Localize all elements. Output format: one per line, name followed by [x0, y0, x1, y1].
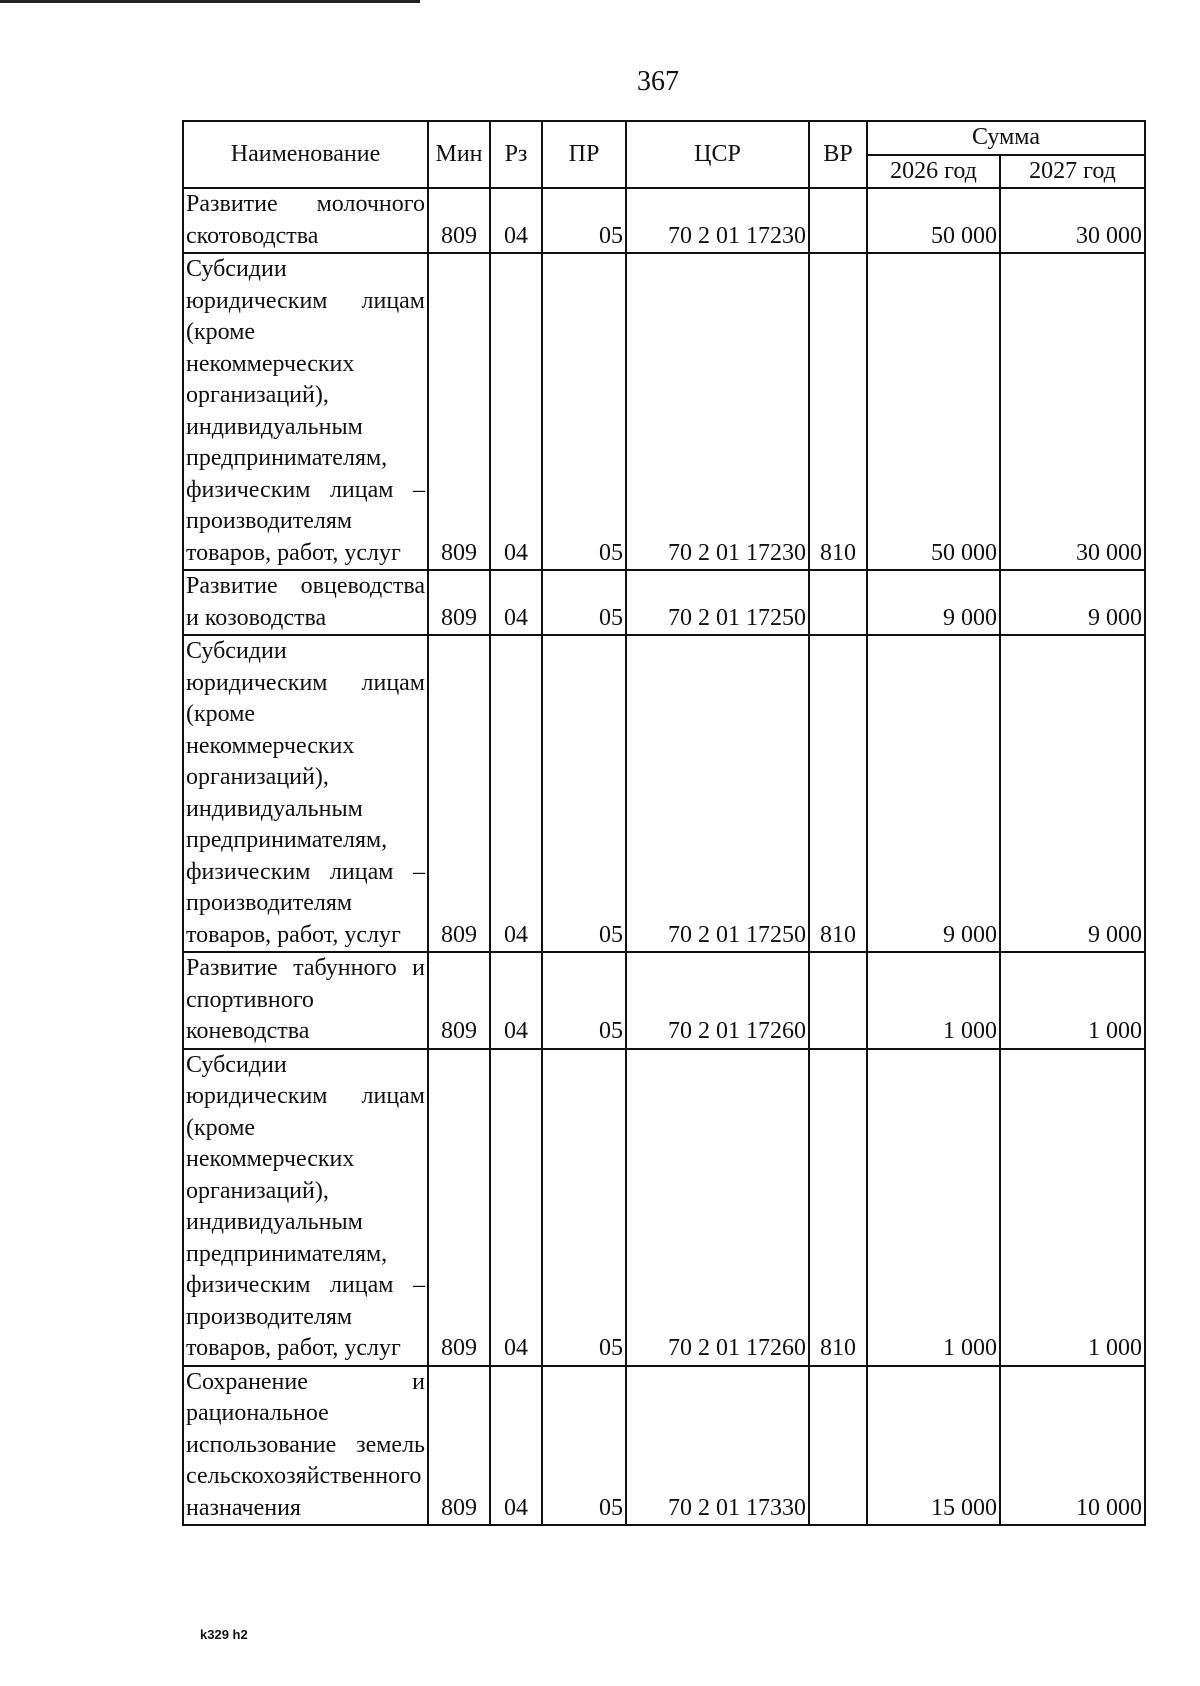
row-min: 809 [428, 188, 490, 253]
row-amount-2027: 9 000 [1000, 635, 1145, 952]
row-rz: 04 [490, 1049, 542, 1366]
row-vr [809, 952, 867, 1049]
row-min: 809 [428, 952, 490, 1049]
table-header [183, 121, 1145, 188]
budget-table [182, 120, 1146, 1526]
row-rz: 04 [490, 253, 542, 570]
header-min: Мин [428, 121, 490, 188]
row-pr: 05 [542, 253, 626, 570]
row-rz: 04 [490, 635, 542, 952]
page-number: 367 [637, 66, 679, 97]
row-amount-2026: 15 000 [867, 1366, 1000, 1526]
row-vr: 810 [809, 253, 867, 570]
row-rz: 04 [490, 188, 542, 253]
row-pr: 05 [542, 1366, 626, 1526]
row-name: Развитие молочного скотоводства [183, 188, 428, 253]
row-csr: 70 2 01 17330 [626, 1366, 809, 1526]
row-pr: 05 [542, 952, 626, 1049]
row-vr [809, 570, 867, 635]
row-amount-2026: 9 000 [867, 635, 1000, 952]
header-year-2026: 2026 год [867, 155, 1000, 189]
row-amount-2026: 9 000 [867, 570, 1000, 635]
row-name: Развитие овцеводства и козоводства [183, 570, 428, 635]
header-rz: Рз [490, 121, 542, 188]
row-amount-2026: 50 000 [867, 253, 1000, 570]
row-amount-2027: 9 000 [1000, 570, 1145, 635]
row-min: 809 [428, 253, 490, 570]
row-csr: 70 2 01 17250 [626, 635, 809, 952]
row-amount-2027: 1 000 [1000, 1049, 1145, 1366]
row-vr [809, 1366, 867, 1526]
table-row [183, 570, 1145, 635]
header-year-2027: 2027 год [1000, 155, 1145, 189]
row-csr: 70 2 01 17230 [626, 253, 809, 570]
row-pr: 05 [542, 1049, 626, 1366]
row-rz: 04 [490, 952, 542, 1049]
footer-code: k329 h2 [200, 1627, 248, 1642]
row-amount-2027: 30 000 [1000, 188, 1145, 253]
row-name: Сохранение и рациональное использование земель сельскохозяйственного назначения [183, 1366, 428, 1526]
row-csr: 70 2 01 17230 [626, 188, 809, 253]
row-amount-2026: 1 000 [867, 952, 1000, 1049]
table-row [183, 1049, 1145, 1366]
header-csr: ЦСР [626, 121, 809, 188]
row-amount-2027: 30 000 [1000, 253, 1145, 570]
row-name: Развитие табунного и спортивного коневодства [183, 952, 428, 1049]
row-pr: 05 [542, 635, 626, 952]
row-amount-2026: 1 000 [867, 1049, 1000, 1366]
header-pr: ПР [542, 121, 626, 188]
top-rule [0, 0, 420, 3]
row-vr [809, 188, 867, 253]
row-amount-2027: 1 000 [1000, 952, 1145, 1049]
row-name: Субсидии юридическим лицам (кроме некоммерческих организаций), индивидуальным предпринимателям, физическим лицам – производителям товаров, работ, услуг [183, 1049, 428, 1366]
header-name: Наименование [183, 121, 428, 188]
row-name: Субсидии юридическим лицам (кроме некоммерческих организаций), индивидуальным предпринимателям, физическим лицам – производителям товаров, работ, услуг [183, 253, 428, 570]
table-row [183, 635, 1145, 952]
row-amount-2027: 10 000 [1000, 1366, 1145, 1526]
row-pr: 05 [542, 570, 626, 635]
table-row [183, 952, 1145, 1049]
row-min: 809 [428, 1049, 490, 1366]
table-body [183, 188, 1145, 1525]
row-csr: 70 2 01 17260 [626, 952, 809, 1049]
table-row [183, 188, 1145, 253]
row-csr: 70 2 01 17250 [626, 570, 809, 635]
row-min: 809 [428, 1366, 490, 1526]
table-row [183, 253, 1145, 570]
row-csr: 70 2 01 17260 [626, 1049, 809, 1366]
row-min: 809 [428, 570, 490, 635]
row-amount-2026: 50 000 [867, 188, 1000, 253]
table-row [183, 1366, 1145, 1526]
row-name: Субсидии юридическим лицам (кроме некоммерческих организаций), индивидуальным предпринимателям, физическим лицам – производителям товаров, работ, услуг [183, 635, 428, 952]
row-min: 809 [428, 635, 490, 952]
row-rz: 04 [490, 1366, 542, 1526]
row-vr: 810 [809, 635, 867, 952]
row-rz: 04 [490, 570, 542, 635]
row-pr: 05 [542, 188, 626, 253]
row-vr: 810 [809, 1049, 867, 1366]
header-vr: ВР [809, 121, 867, 188]
header-sum: Сумма [867, 121, 1145, 155]
